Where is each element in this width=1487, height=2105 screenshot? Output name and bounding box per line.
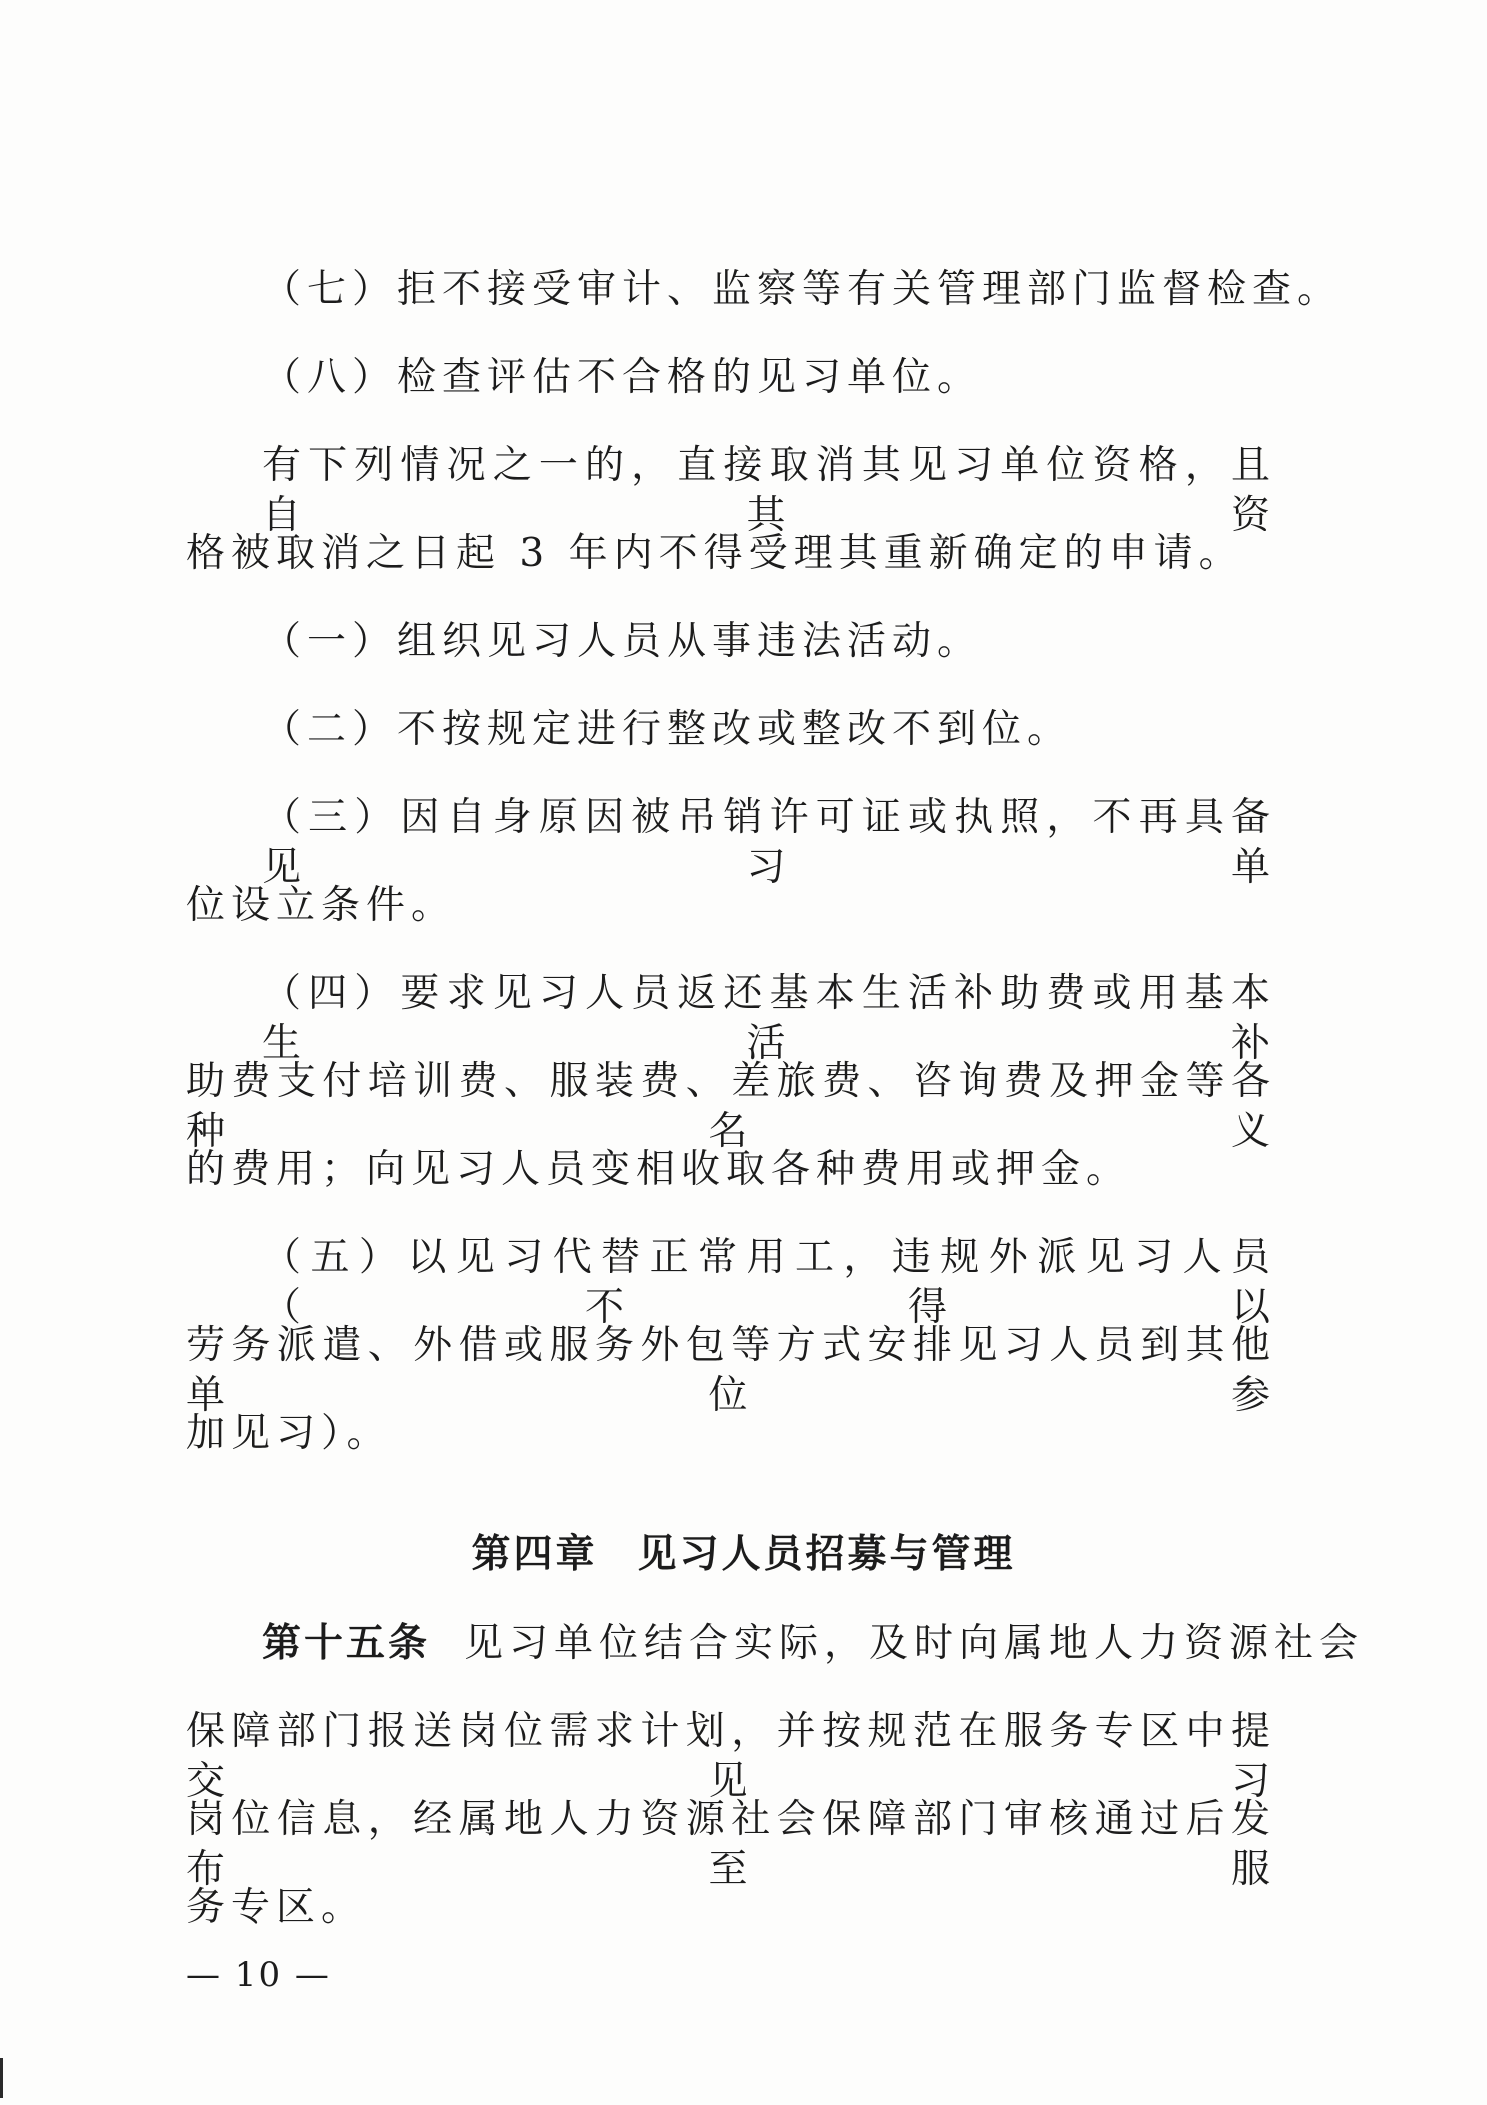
item-one: （一）组织见习人员从事违法活动。 <box>262 619 983 664</box>
article-fifteen-cont: 保障部门报送岗位需求计划，并按规范在服务专区中提交见习 <box>186 1709 1276 1804</box>
item-four: （四）要求见习人员返还基本生活补助费或用基本生活补 <box>262 971 1276 1066</box>
item-three: （三）因自身原因被吊销许可证或执照，不再具备见习单 <box>262 795 1276 890</box>
article-label: 第十五条 <box>262 1621 431 1666</box>
clause-seven: （七）拒不接受审计、监察等有关管理部门监督检查。 <box>262 267 1343 312</box>
item-five-cont: 加见习）。 <box>186 1411 392 1456</box>
item-three-cont: 位设立条件。 <box>186 883 457 928</box>
paragraph-line: 格被取消之日起 3 年内不得受理其重新确定的申请。 <box>186 531 1244 576</box>
item-five-cont: 劳务派遣、外借或服务外包等方式安排见习人员到其他单位参 <box>186 1323 1276 1418</box>
scan-edge-mark <box>0 2058 3 2098</box>
item-two: （二）不按规定进行整改或整改不到位。 <box>262 707 1073 752</box>
clause-eight: （八）检查评估不合格的见习单位。 <box>262 355 983 400</box>
article-fifteen-last: 务专区。 <box>186 1885 367 1930</box>
item-four-cont: 助费支付培训费、服装费、差旅费、咨询费及押金等各种名义 <box>186 1059 1276 1154</box>
page-number: — 10 — <box>186 1955 331 1995</box>
paragraph-line: 有下列情况之一的，直接取消其见习单位资格，且自其资 <box>262 443 1276 538</box>
chapter-title: 见习人员招募与管理 <box>637 1532 1016 1577</box>
article-fifteen <box>262 1619 1365 1669</box>
item-five: （五）以见习代替正常用工，违规外派见习人员（不得以 <box>262 1235 1276 1330</box>
chapter-heading <box>0 1530 1487 1580</box>
article-fifteen-cont: 岗位信息，经属地人力资源社会保障部门审核通过后发布至服 <box>186 1797 1276 1892</box>
article-text: 见习单位结合实际，及时向属地人力资源社会 <box>464 1621 1365 1666</box>
item-four-cont: 的费用；向见习人员变相收取各种费用或押金。 <box>186 1147 1132 1192</box>
chapter-number: 第四章 <box>471 1532 598 1577</box>
